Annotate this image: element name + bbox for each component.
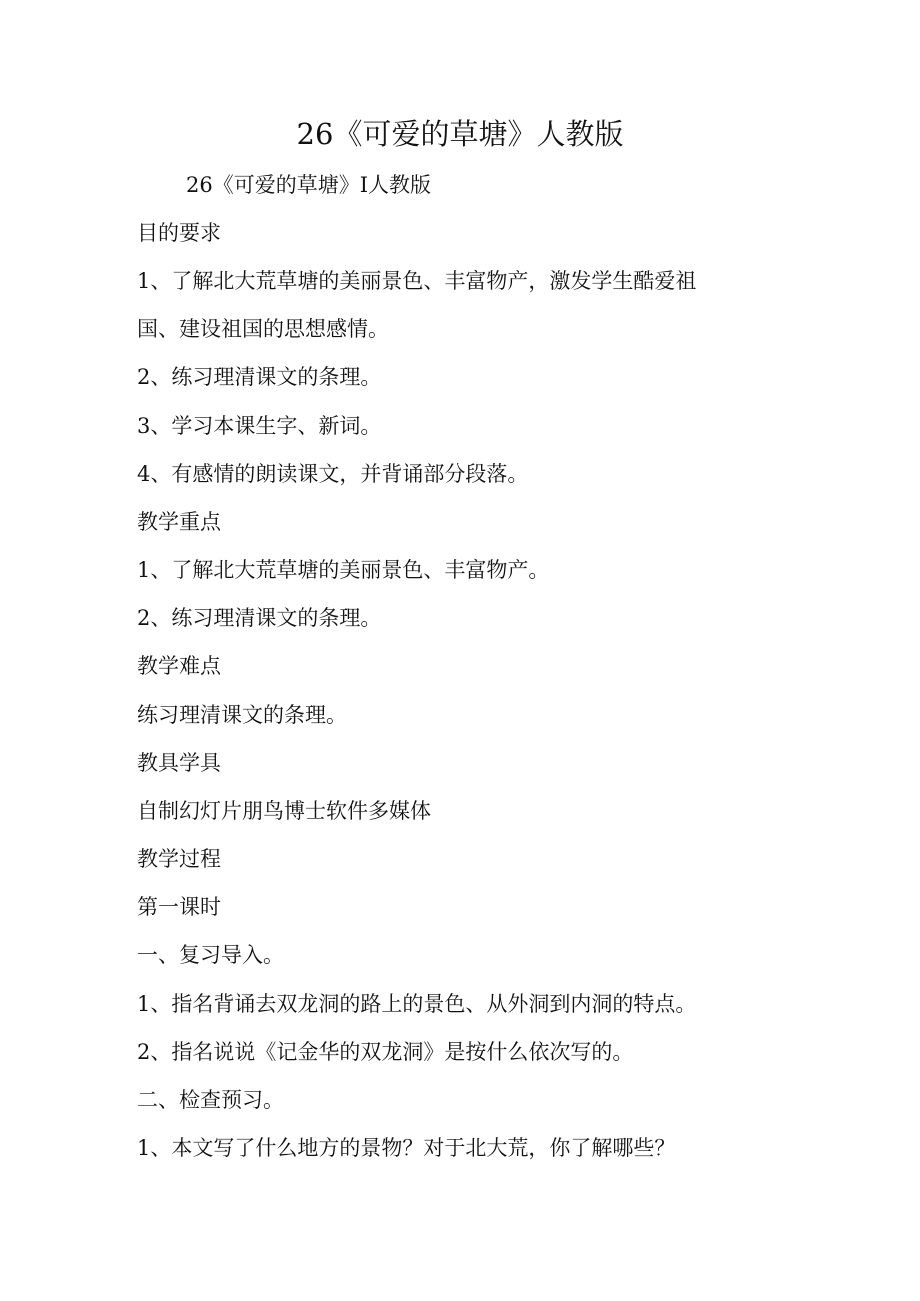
document-subtitle: 26《可爱的草塘》I人教版: [186, 173, 432, 197]
section-heading-process: 教学过程: [137, 847, 221, 871]
paragraph-line: 2、练习理清课文的条理。: [137, 365, 382, 389]
paragraph-line: 1、了解北大荒草塘的美丽景色、丰富物产，激发学生酷爱祖: [137, 269, 697, 293]
paragraph-line: 1、指名背诵去双龙洞的路上的景色、从外洞到内洞的特点。: [137, 992, 697, 1016]
paragraph-line: 自制幻灯片朋鸟博士软件多媒体: [137, 799, 431, 823]
document-title: 26《可爱的草塘》人教版: [296, 117, 624, 151]
section-heading-goals: 目的要求: [137, 221, 221, 245]
paragraph-line: 1、了解北大荒草塘的美丽景色、丰富物产。: [137, 558, 550, 582]
section-heading-key-points: 教学重点: [137, 510, 221, 534]
section-heading-difficulties: 教学难点: [137, 654, 221, 678]
paragraph-line: 4、有感情的朗读课文，并背诵部分段落。: [137, 462, 529, 486]
paragraph-line: 1、本文写了什么地方的景物？对于北大荒，你了解哪些？: [137, 1136, 676, 1160]
paragraph-line: 国、建设祖国的思想感情。: [137, 317, 389, 341]
paragraph-line: 2、指名说说《记金华的双龙洞》是按什么依次写的。: [137, 1040, 634, 1064]
paragraph-line: 一、复习导入。: [137, 943, 284, 967]
paragraph-line: 二、检查预习。: [137, 1088, 284, 1112]
paragraph-line: 3、学习本课生字、新词。: [137, 414, 382, 438]
section-heading-first-lesson: 第一课时: [137, 895, 221, 919]
paragraph-line: 练习理清课文的条理。: [137, 703, 347, 727]
paragraph-line: 2、练习理清课文的条理。: [137, 606, 382, 630]
section-heading-materials: 教具学具: [137, 751, 221, 775]
